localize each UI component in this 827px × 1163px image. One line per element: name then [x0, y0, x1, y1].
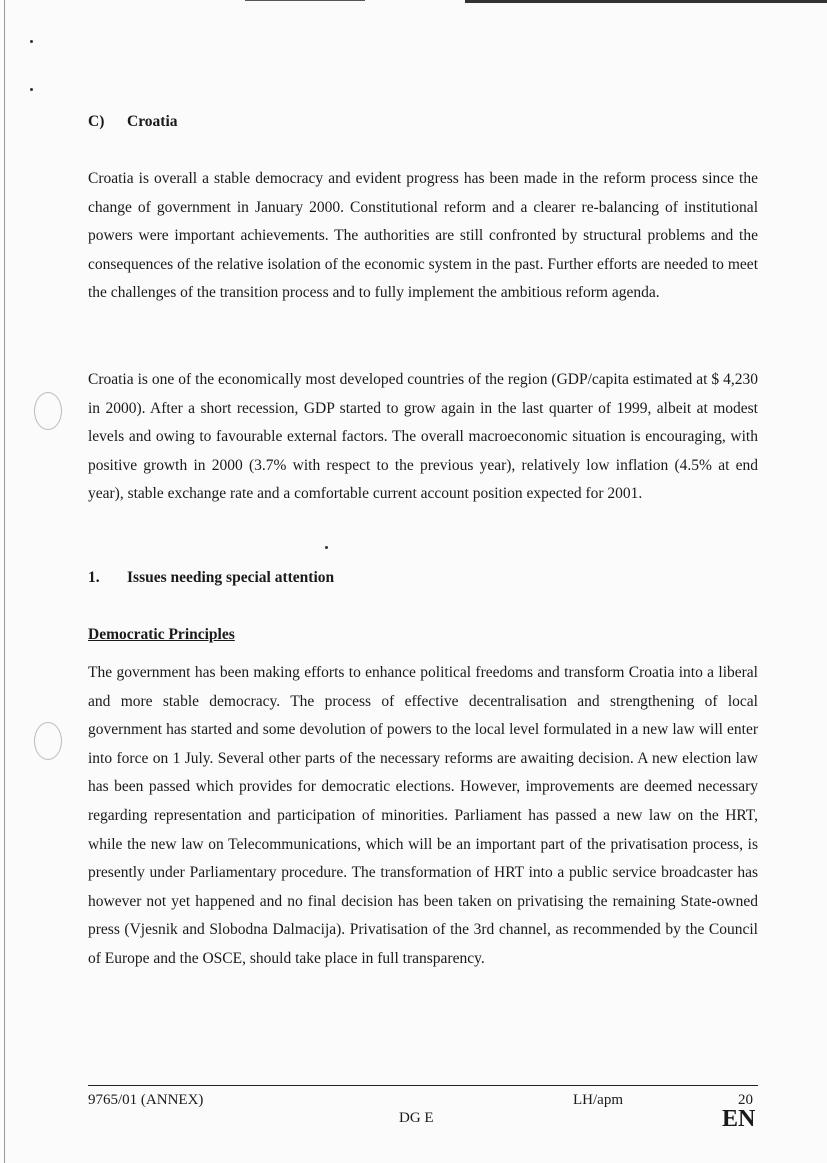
paragraph-intro: Croatia is overall a stable democracy and evident progress has been made in the reform process since the change of government in January 2000. Constitutional reform and a clearer re-balancing of institutional powers were important achievements. The authorities are still confronted by structural problems and the consequences of the relative isolation of the economic system in the past. Further efforts are needed to meet the challenges of the transition process and to fully implement the ambitious reform agenda. [88, 170, 758, 302]
paragraph-economy: Croatia is one of the economically most developed countries of the region (GDP/capita estimated at $ 4,230 in 2000). After a short recession, GDP started to grow again in the last quarter of 1999, albeit at modest levels and owing to favourable external factors. The overall macroeconomic situation is encouraging, with positive growth in 2000 (3.7% with respect to the previous year), relatively low inflation (4.5% at end year), stable exchange rate and a comfortable current account position expected for 2001. [88, 371, 758, 503]
punch-hole [34, 392, 62, 430]
scan-speck [325, 546, 328, 549]
footer-rule [88, 1085, 758, 1086]
section-label: C) [88, 113, 105, 130]
scan-margin-line [4, 0, 5, 1163]
section-heading-issues [88, 569, 334, 587]
paragraph-democratic-principles: The government has been making efforts to enhance political freedoms and transform Croatia into a liberal and more stable democracy. The process of effective decentralisation and strengthening of local government has started and some devolution of powers to the local level formulated in a new law will enter into force on 1 July. Several other parts of the necessary reforms are awaiting decision. A new election law has been passed which provides for democratic elections. However, improvements are deemed necessary regarding representation and participation of minorities. Parliament has passed a new law on the HRT, while the new law on Telecommunications, which will be an important part of the privatisation process, is presently under Parliamentary procedure. The transformation of HRT into a public service broadcaster has however not yet happened and no final decision has been taken on privatising the remaining State-owned press (Vjesnik and Slobodna Dalmacija). Privatisation of the 3rd channel, as recommended by the Council of Europe and the OSCE, should take place in full transparency. [88, 664, 758, 967]
punch-hole [34, 722, 62, 760]
footer-dg: DG E [399, 1110, 434, 1126]
scan-edge-top-right [465, 0, 827, 3]
scan-speck [30, 88, 33, 91]
section-title: Issues needing special attention [127, 569, 335, 586]
section-heading-croatia [88, 113, 178, 131]
scan-speck [30, 40, 33, 43]
section-title: Croatia [127, 113, 178, 130]
footer-page-number: 20 [738, 1092, 753, 1108]
subheading-democratic-principles: Democratic Principles [88, 626, 235, 643]
section-number: 1. [88, 569, 100, 586]
footer-language: EN [722, 1106, 756, 1132]
footer-doc-ref: 9765/01 (ANNEX) [88, 1092, 204, 1108]
scan-edge-top-left [245, 0, 365, 1]
footer-initials: LH/apm [573, 1092, 623, 1108]
